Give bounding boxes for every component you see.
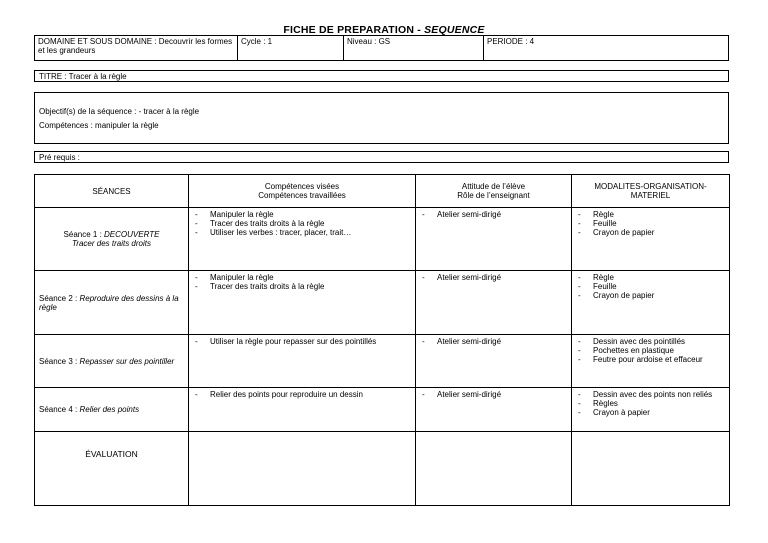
table-row <box>35 208 730 271</box>
seance-3-materiel <box>572 335 730 388</box>
list-item: - Pochettes en plastique <box>576 346 725 355</box>
list-item: - Atelier semi-dirigé <box>420 390 567 399</box>
seance-3-competences <box>189 335 416 388</box>
periode-cell: PERIODE : 4 <box>483 36 728 60</box>
list-item: - Utiliser les verbes : tracer, placer, trait… <box>193 228 411 237</box>
seance-2-materiel <box>572 271 730 335</box>
list-item: - Crayon à papier <box>576 408 725 417</box>
evaluation-attitude <box>416 432 572 506</box>
titre-box: TITRE : Tracer à la règle <box>34 70 729 82</box>
evaluation-competences <box>189 432 416 506</box>
seance-1-attitude <box>416 208 572 271</box>
seance-3-prefix: Séance 3 : <box>39 356 80 366</box>
seance-1-competences <box>189 208 416 271</box>
niveau-cell: Niveau : GS <box>343 36 483 60</box>
header-info-row <box>34 35 729 61</box>
header-attitude-line2: Rôle de l’enseignant <box>457 191 530 200</box>
list-item: - Règles <box>576 399 725 408</box>
list-item: - Feutre pour ardoise et effaceur <box>576 355 725 364</box>
list-item: - Dessin avec des pointillés <box>576 337 725 346</box>
title-main: FICHE DE PREPARATION - <box>283 24 425 36</box>
table-row <box>35 335 730 388</box>
list-item: - Tracer des traits droits à la règle <box>193 219 411 228</box>
prerequis-box: Pré requis : <box>34 151 729 163</box>
seance-4-materiel <box>572 388 730 432</box>
title-sub: SEQUENCE <box>424 24 485 36</box>
cycle-cell: Cycle : 1 <box>237 36 343 60</box>
list-item: - Dessin avec des points non reliés <box>576 390 725 399</box>
list-item: - Tracer des traits droits à la règle <box>193 282 411 291</box>
list-item: - Manipuler la règle <box>193 210 411 219</box>
evaluation-cell <box>35 432 189 506</box>
competences-text: Compétences : manipuler la règle <box>39 121 159 130</box>
seances-table <box>34 174 730 506</box>
domaine-cell: DOMAINE ET SOUS DOMAINE : Decouvrir les formes et les grandeurs <box>38 37 233 55</box>
list-item: - Atelier semi-dirigé <box>420 337 567 346</box>
table-row <box>35 271 730 335</box>
list-item: - Feuille <box>576 219 725 228</box>
evaluation-row <box>35 432 730 506</box>
header-modalites-line2: MATERIEL <box>630 191 671 200</box>
list-item: - Crayon de papier <box>576 291 725 300</box>
seance-3-cell <box>35 335 189 388</box>
seance-2-cell <box>35 271 189 335</box>
seance-1-prefix: Séance 1 : <box>63 230 105 239</box>
list-item: - Manipuler la règle <box>193 273 411 282</box>
header-competences-line1: Compétences visées <box>264 182 340 191</box>
list-item: - Utiliser la règle pour repasser sur des pointillés <box>193 337 411 346</box>
seance-1-title: DECOUVERTE <box>104 230 160 239</box>
list-item: - Règle <box>576 273 725 282</box>
seance-2-competences <box>189 271 416 335</box>
objectifs-box <box>34 92 729 144</box>
evaluation-materiel <box>572 432 730 506</box>
seance-1-cell <box>35 208 189 271</box>
header-modalites <box>572 175 730 208</box>
seance-2-attitude <box>416 271 572 335</box>
seance-4-prefix: Séance 4 : <box>39 405 80 414</box>
list-item: - Atelier semi-dirigé <box>420 273 567 282</box>
seance-2-prefix: Séance 2 : <box>39 293 80 303</box>
header-competences <box>189 175 416 208</box>
header-modalites-line1: MODALITES-ORGANISATION- <box>594 182 707 191</box>
seance-4-title: Relier des points <box>79 405 140 414</box>
list-item: - Relier des points pour reproduire un dessin <box>193 390 411 399</box>
header-seances: SÉANCES <box>35 175 189 208</box>
table-header-row <box>35 175 730 208</box>
header-attitude-line1: Attitude de l’élève <box>461 182 526 191</box>
seance-3-title: Repasser sur des pointiller <box>79 356 175 366</box>
objectif-text: Objectif(s) de la séquence : - tracer à la règle <box>39 107 200 116</box>
list-item: - Feuille <box>576 282 725 291</box>
table-row <box>35 388 730 432</box>
evaluation-label: ÉVALUATION <box>85 449 138 459</box>
seance-4-cell <box>35 388 189 432</box>
seance-4-attitude <box>416 388 572 432</box>
list-item: - Crayon de papier <box>576 228 725 237</box>
seance-1-subtitle: Tracer des traits droits <box>72 239 151 248</box>
seance-2-title: Reproduire des dessins à la règle <box>39 293 179 312</box>
seance-1-materiel <box>572 208 730 271</box>
seance-4-competences <box>189 388 416 432</box>
header-competences-line2: Compétences travaillées <box>258 191 346 200</box>
header-attitude <box>416 175 572 208</box>
list-item: - Règle <box>576 210 725 219</box>
seance-3-attitude <box>416 335 572 388</box>
list-item: - Atelier semi-dirigé <box>420 210 567 219</box>
